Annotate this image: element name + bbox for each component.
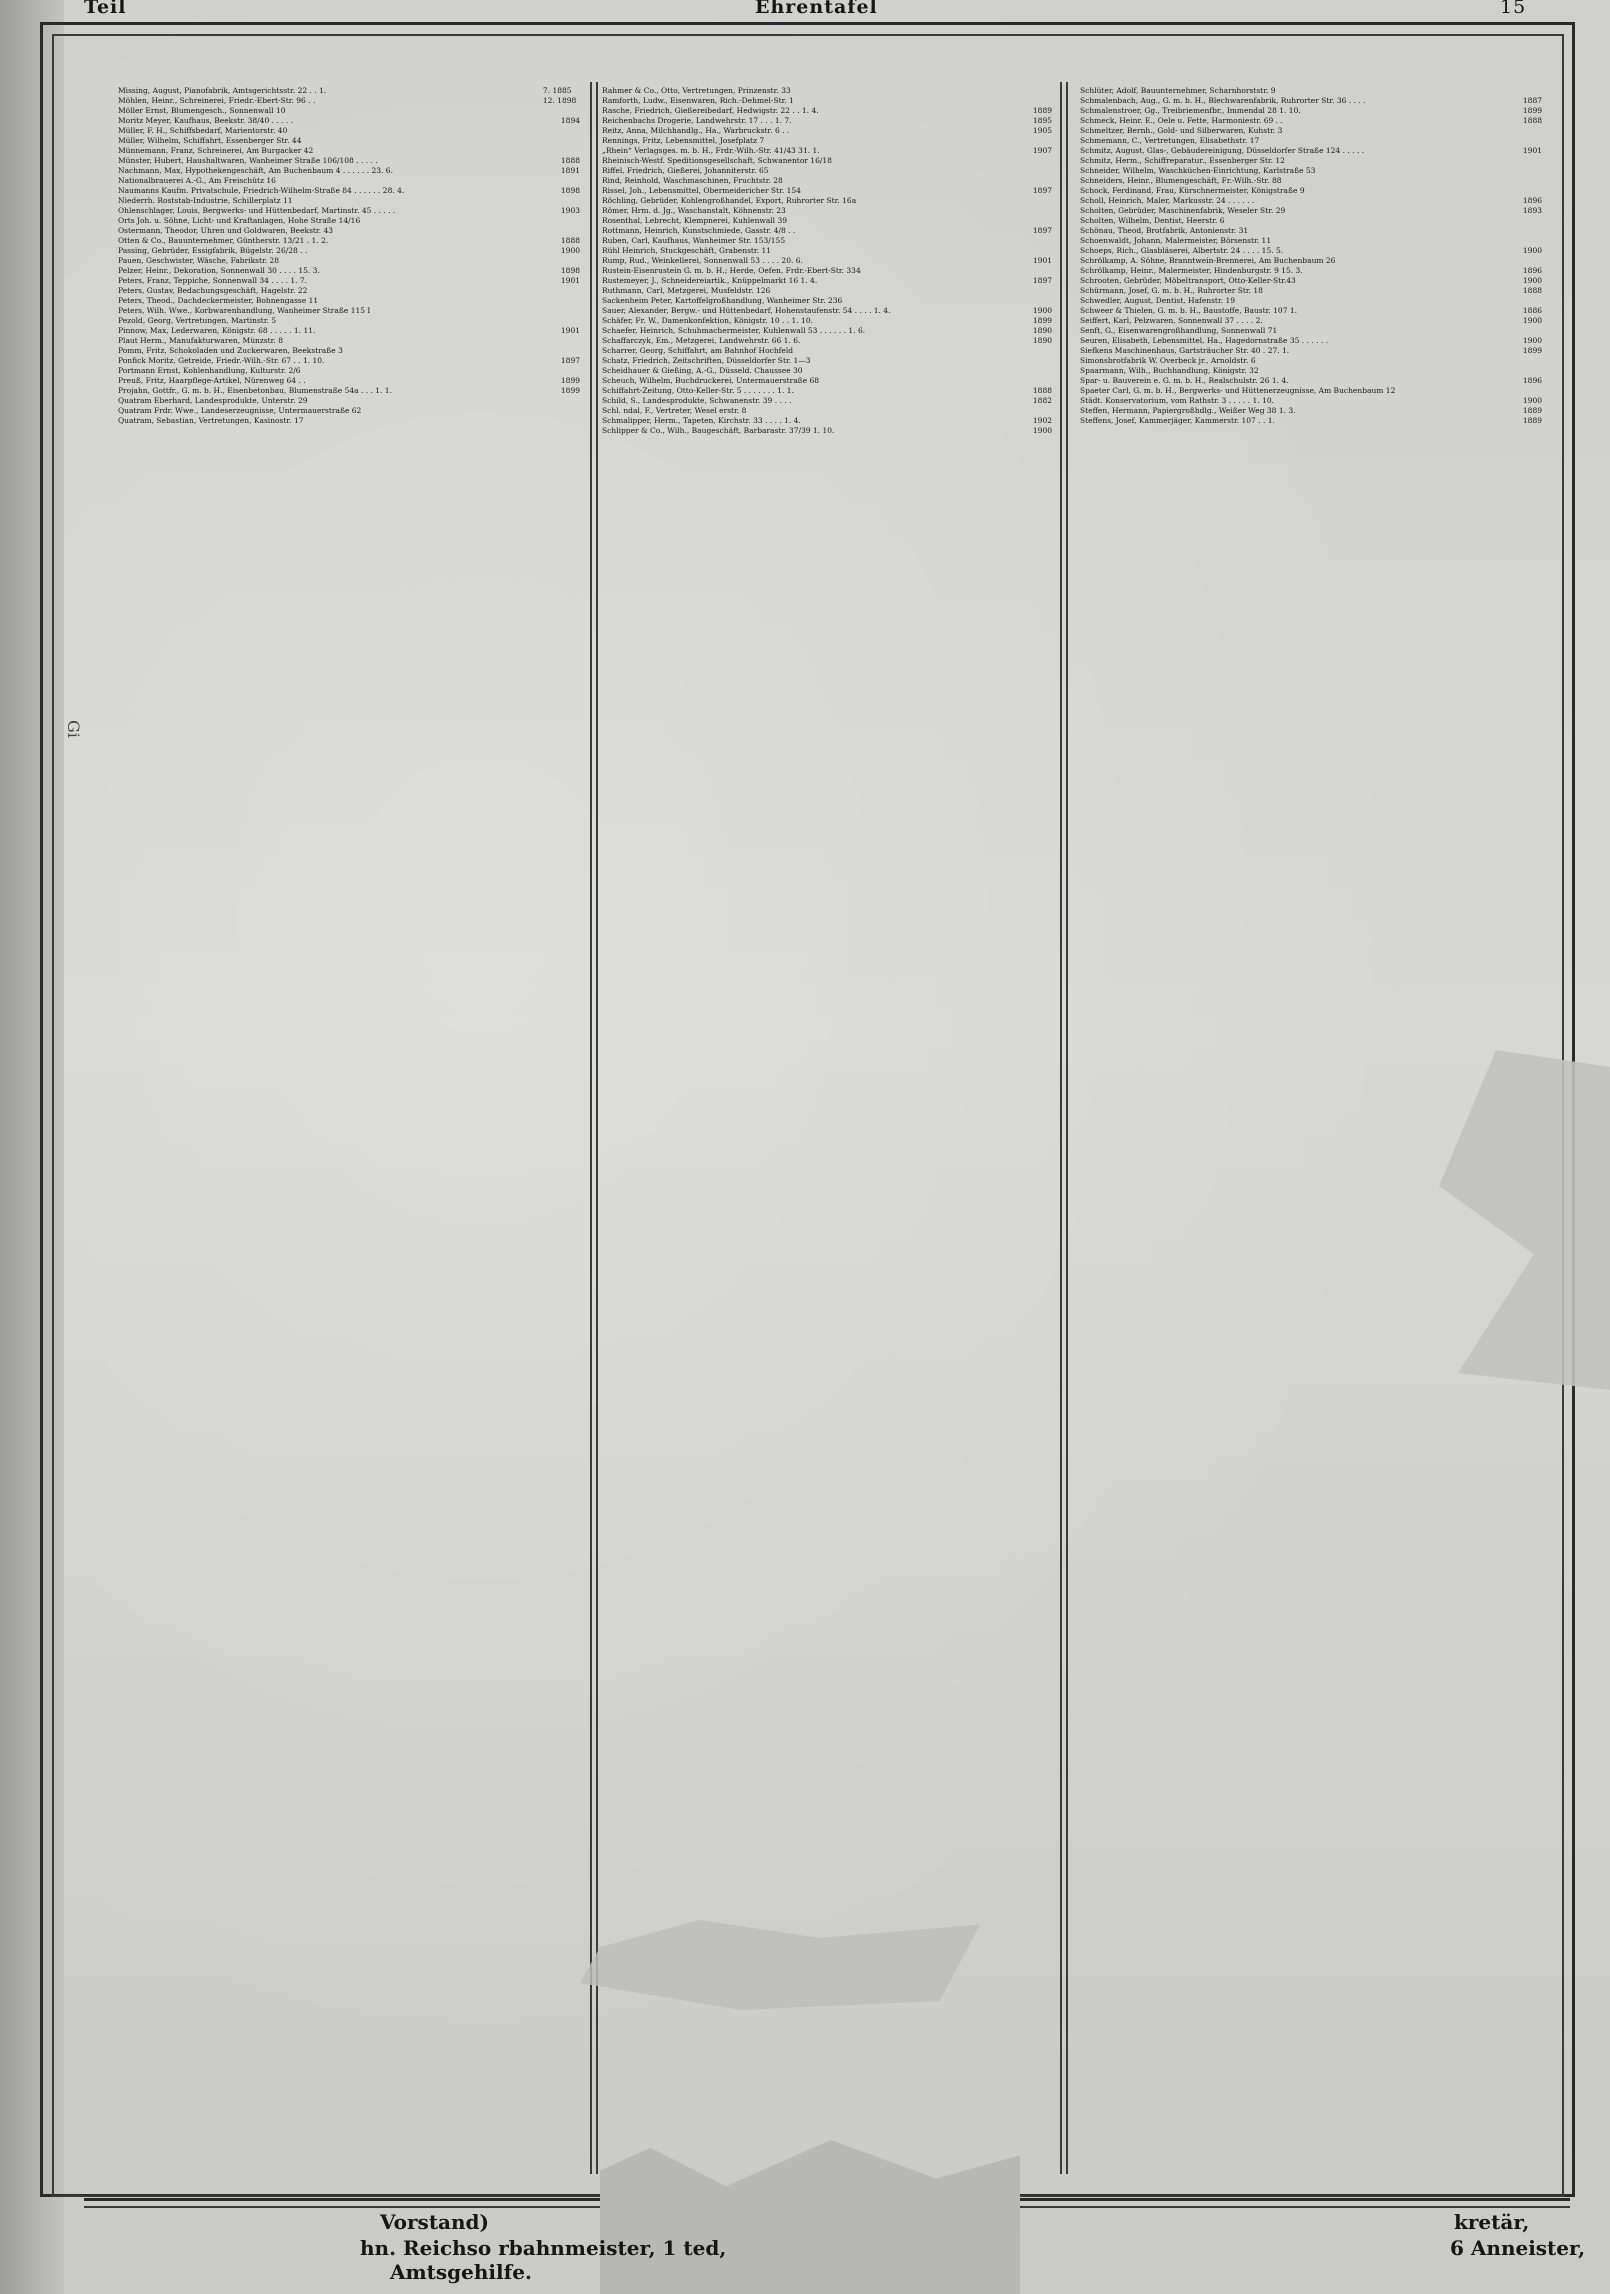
entry-text: Ponfick Moritz, Getreide, Friedr.-Wilh.-Str. 67 . . 1. 10. [118,356,325,365]
entry-text: Rühl Heinrich, Stuckgeschäft, Grabenstr. 11 [602,246,772,255]
directory-entry [1080,206,1542,216]
entry-text: Rind, Reinhold, Waschmaschinen, Fruchtstr. 28 [602,176,783,185]
entry-text: Passing, Gebrüder, Essigfabrik, Bügelstr. 26/28 . . [118,246,308,255]
directory-entry [118,296,580,306]
entry-text: Quatram Eberhard, Landesprodukte, Unterstr. 29 [118,396,308,405]
entry-date: 1900 [1522,336,1542,345]
entry-text: Scharrer, Georg, Schiffahrt, am Bahnhof Hochfeld [602,346,794,355]
directory-entry [118,256,580,266]
entry-text: Pelzer, Heinr., Dekoration, Sonnenwall 30 . . . . 15. 3. [118,266,320,275]
entry-date: 1896 [1522,196,1542,205]
directory-entry [602,286,1052,296]
directory-entry [602,426,1052,436]
directory-entry [118,206,580,216]
entry-text: Schürmann, Josef, G. m. b. H., Ruhrorter Str. 18 [1080,286,1263,295]
entry-text: Müller, Wilhelm, Schiffahrt, Essenberger Str. 44 [118,136,302,145]
entry-date: 12. 1898 [542,96,577,105]
directory-entry [602,196,1052,206]
entry-text: Niederrh. Roststab-Industrie, Schillerplatz 11 [118,196,293,205]
entry-text: Schock, Ferdinand, Frau, Kürschnermeister, Königstraße 9 [1080,186,1305,195]
entry-text: Schönau, Theod, Brotfabrik, Antonienstr. 31 [1080,226,1249,235]
directory-entry [118,216,580,226]
column-divider [1066,82,1068,2174]
directory-entry [602,176,1052,186]
entry-date: 1901 [1522,146,1542,155]
entry-text: Pauen, Geschwister, Wäsche, Fabrikstr. 28 [118,256,280,265]
directory-entry [118,316,580,326]
entry-text: Sauer, Alexander, Bergw.- und Hüttenbedarf, Hohenstaufenstr. 54 . . . . 1. 4. [602,306,891,315]
entry-text: Müller, F. H., Schiffsbedarf, Marientorstr. 40 [118,126,288,135]
entry-date: 1900 [1522,246,1542,255]
entry-text: Senft, G., Eisenwarengroßhandlung, Sonnenwall 71 [1080,326,1278,335]
entry-date: 1889 [1032,106,1052,115]
entry-text: Spaarmann, Wilh., Buchhandlung, Königstr. 32 [1080,366,1259,375]
entry-text: Pomm, Fritz, Schokoladen und Zuckerwaren, Beekstraße 3 [118,346,343,355]
entry-text: Pezold, Georg, Vertretungen, Martinstr. 5 [118,316,277,325]
entry-text: Schrölkamp, Heinr., Malermeister, Hindenburgstr. 9 15. 3. [1080,266,1303,275]
margin-mark: Gi [64,720,83,738]
directory-entry [1080,126,1542,136]
entry-date: 1902 [1032,416,1052,425]
entry-text: Missing, August, Pianofabrik, Amtsgerichtsstr. 22 . . 1. [118,86,327,95]
directory-entry [118,146,580,156]
entry-date: 1888 [1032,386,1052,395]
page-number: 15 [1500,0,1527,18]
directory-entry [602,276,1052,286]
directory-entry [1080,266,1542,276]
entry-date: 1889 [1522,416,1542,425]
entry-text: Peters, Wilh. Wwe., Korbwarenhandlung, Wanheimer Straße 115 I [118,306,371,315]
directory-entry [1080,156,1542,166]
entry-text: Steffen, Hermann, Papiergroßhdlg., Weißer Weg 38 1. 3. [1080,406,1296,415]
directory-entry [1080,236,1542,246]
directory-entry [118,326,580,336]
entry-date: 1888 [560,236,580,245]
entry-date: 1894 [560,116,580,125]
directory-entry [602,386,1052,396]
directory-entry [118,236,580,246]
entry-text: Rahmer & Co., Otto, Vertretungen, Prinzenstr. 33 [602,86,791,95]
directory-entry [602,246,1052,256]
directory-entry [1080,396,1542,406]
entry-text: Schatz, Friedrich, Zeitschriften, Düsseldorfer Str. 1—3 [602,356,811,365]
directory-entry [602,166,1052,176]
directory-entry [1080,306,1542,316]
directory-entry [602,356,1052,366]
directory-entry [118,126,580,136]
directory-entry [602,266,1052,276]
entry-text: Scheidhauer & Gießing, A.-G., Düsseld. Chaussee 30 [602,366,803,375]
directory-entry [602,296,1052,306]
entry-date: 1903 [560,206,580,215]
entry-text: Riffel, Friedrich, Gießerei, Johanniterstr. 65 [602,166,769,175]
directory-entry [1080,136,1542,146]
entry-date: 1897 [1032,186,1052,195]
entry-text: Römer, Hrm. d. Jg., Waschanstalt, Köhnenstr. 23 [602,206,786,215]
directory-entry [602,376,1052,386]
directory-entry [1080,386,1542,396]
entry-text: Rustein-Eisenrustein G. m. b. H.; Herde, Oefen, Frdr.-Ebert-Str. 334 [602,266,861,275]
entry-text: Schwedler, August, Dentist, Hafenstr. 19 [1080,296,1236,305]
entry-date: 1901 [560,276,580,285]
entry-text: Projahn, Gottfr., G. m. b. H., Eisenbetonbau, Blumenstraße 54a . . . 1. 1. [118,386,392,395]
header-title: Ehrentafel [755,0,878,18]
entry-text: Schmalipper, Herm., Tapeten, Kirchstr. 33 . . . . 1. 4. [602,416,801,425]
directory-entry [118,96,580,106]
directory-entry [602,416,1052,426]
directory-entry [1080,166,1542,176]
entry-text: Scholl, Heinrich, Maler, Markusstr. 24 . . . . . . [1080,196,1255,205]
entry-date: 1900 [1522,396,1542,405]
entry-date: 1899 [560,376,580,385]
directory-entry [602,186,1052,196]
directory-entry [602,336,1052,346]
directory-entry [602,116,1052,126]
entry-text: Röchling, Gebrüder, Kohlengroßhandel, Export, Ruhrorter Str. 16a [602,196,857,205]
entry-text: Schmemann, C., Vertretungen, Elisabethstr. 17 [1080,136,1260,145]
directory-entry [1080,366,1542,376]
directory-entry [118,416,580,426]
directory-entry [118,156,580,166]
directory-entry [602,226,1052,236]
entry-text: Schäfer, Fr. W., Damenkonfektion, Königstr. 10 . . 1. 10. [602,316,813,325]
directory-entry [1080,256,1542,266]
directory-entry [602,106,1052,116]
entry-text: Nachmann, Max, Hypothekengeschäft, Am Buchenbaum 4 . . . . . . 23. 6. [118,166,393,175]
entry-text: Scholten, Wilhelm, Dentist, Heerstr. 6 [1080,216,1225,225]
footer-left-line: Amtsgehilfe. [390,2260,532,2284]
entry-text: Schneider, Wilhelm, Waschküchen-Einrichtung, Karlstraße 53 [1080,166,1316,175]
directory-entry [118,266,580,276]
column-1 [118,86,580,2186]
directory-entry [602,406,1052,416]
entry-text: Seuren, Elisabeth, Lebensmittel, Ha., Hagedornstraße 35 . . . . . . [1080,336,1329,345]
directory-entry [1080,186,1542,196]
entry-text: Simonsbrotfabrik W. Overbeck jr., Arnoldstr. 6 [1080,356,1256,365]
directory-entry [118,86,580,96]
directory-entry [1080,336,1542,346]
entry-text: Rosenthal, Lebrecht, Klempnerei, Kuhlenwall 39 [602,216,788,225]
entry-text: Rottmann, Heinrich, Kunstschmiede, Gasstr. 4/8 . . [602,226,796,235]
directory-entry [118,386,580,396]
directory-entry [602,216,1052,226]
directory-entry [1080,376,1542,386]
entry-text: Möhlen, Heinr., Schreinerei, Friedr.-Ebert-Str. 96 . . [118,96,316,105]
directory-entry [602,86,1052,96]
entry-text: Schoenwaldt, Johann, Malermeister, Börsenstr. 11 [1080,236,1272,245]
entry-date: 1888 [560,156,580,165]
directory-entry [602,366,1052,376]
directory-entry [118,346,580,356]
entry-text: Scholten, Gebrüder, Maschinenfabrik, Weseler Str. 29 [1080,206,1286,215]
directory-entry [602,236,1052,246]
directory-entry [118,356,580,366]
entry-date: 1907 [1032,146,1052,155]
entry-text: Schmitz, August, Glas-, Gebäudereinigung, Düsseldorfer Straße 124 . . . . . [1080,146,1365,155]
entry-text: Moritz Meyer, Kaufhaus, Beekstr. 38/40 . . . . . [118,116,294,125]
directory-entry [1080,216,1542,226]
directory-entry [118,176,580,186]
entry-text: Schmitz, Herm., Schiffreparatur., Essenberger Str. 12 [1080,156,1285,165]
directory-entry [118,286,580,296]
directory-entry [602,306,1052,316]
header-left: Teil [84,0,127,18]
directory-entry [118,276,580,286]
entry-text: Ruben, Carl, Kaufhaus, Wanheimer Str. 153/155 [602,236,786,245]
entry-date: 1890 [1032,336,1052,345]
entry-text: Schrölkamp, A. Söhne, Branntwein-Brennerei, Am Buchenbaum 26 [1080,256,1336,265]
footer-right-line: kretär, [1454,2210,1530,2234]
entry-text: Ruthmann, Carl, Metzgerei, Musfeldstr. 126 [602,286,771,295]
column-divider [590,82,592,2174]
directory-entry [118,246,580,256]
directory-entry [118,406,580,416]
entry-text: Schaffarczyk, Em., Metzgerei, Landwehrstr. 66 1. 6. [602,336,801,345]
directory-entry [602,146,1052,156]
directory-entry [118,116,580,126]
entry-text: Schmeltzer, Bernh., Gold- und Silberwaren, Kuhstr. 3 [1080,126,1283,135]
entry-text: Schneiders, Heinr., Blumengeschäft, Fr.-Wilh.-Str. 88 [1080,176,1282,185]
entry-text: Quatram, Sebastian, Vertretungen, Kasinostr. 17 [118,416,304,425]
directory-entry [1080,176,1542,186]
entry-text: Schl. ndal, F., Vertreter, Wesel erstr. 8 [602,406,747,415]
entry-text: Städt. Konservatorium, vom Rathstr. 3 . . . . . 1. 10. [1080,396,1274,405]
directory-entry [602,136,1052,146]
directory-entry [602,396,1052,406]
entry-text: Seiffert, Karl, Pelzwaren, Sonnenwall 37 . . . . 2. [1080,316,1263,325]
directory-entry [118,396,580,406]
directory-entry [1080,246,1542,256]
entry-text: Peters, Franz, Teppiche, Sonnenwall 34 . . . . 1. 7. [118,276,308,285]
entry-date: 1889 [1522,406,1542,415]
entry-text: Reichenbachs Drogerie, Landwehrstr. 17 . . . 1. 7. [602,116,792,125]
entry-date: 1897 [1032,226,1052,235]
entry-date: 1888 [1522,286,1542,295]
entry-text: Preuß, Fritz, Haarpflege-Artikel, Nürenweg 64 . . [118,376,306,385]
directory-entry [602,156,1052,166]
entry-date: 1901 [1032,256,1052,265]
directory-entry [1080,276,1542,286]
entry-date: 1900 [1522,316,1542,325]
directory-entry [118,186,580,196]
entry-text: Naumanns Kaufm. Privatschule, Friedrich-Wilhelm-Straße 84 . . . . . . 28. 4. [118,186,405,195]
entry-date: 1900 [1032,426,1052,435]
directory-entry [118,366,580,376]
entry-text: Schlipper & Co., Wilh., Baugeschäft, Barbarastr. 37/39 1. 10. [602,426,835,435]
entry-date: 1891 [560,166,580,175]
running-head [0,0,1610,20]
entry-text: Scheuch, Wilhelm, Buchdruckerei, Untermauerstraße 68 [602,376,820,385]
entry-text: Ostermann, Theodor, Uhren und Goldwaren, Beekstr. 43 [118,226,334,235]
entry-text: Rasche, Friedrich, Gießereibedarf, Hedwigstr. 22 . . 1. 4. [602,106,819,115]
entry-text: Schlüter, Adolf, Bauunternehmer, Scharnhorststr. 9 [1080,86,1276,95]
entry-date: 1896 [1522,376,1542,385]
entry-date: 1886 [1522,306,1542,315]
entry-text: Schmeck, Heinr. E., Oele u. Fette, Harmoniestr. 69 . . [1080,116,1283,125]
entry-date: 1899 [1032,316,1052,325]
entry-date: 1897 [560,356,580,365]
entry-text: Rump, Rud., Weinkellerei, Sonnenwall 53 . . . . 20. 6. [602,256,803,265]
entry-text: Portmann Ernst, Kohlenhandlung, Kulturstr. 2/6 [118,366,301,375]
directory-entry [1080,106,1542,116]
directory-entry [602,316,1052,326]
entry-date: 1895 [1032,116,1052,125]
entry-text: Rheinisch-Westf. Speditionsgesellschaft, Schwanentor 16/18 [602,156,832,165]
directory-entry [602,256,1052,266]
entry-text: Orts Joh. u. Söhne, Licht- und Kraftanlagen, Hohe Straße 14/16 [118,216,361,225]
entry-text: Siefkens Maschinenhaus, Gartsträucher Str. 40 . 27. 1. [1080,346,1290,355]
entry-text: Quatram Frdr. Wwe., Landeserzeugnisse, Untermauerstraße 62 [118,406,362,415]
entry-date: 1896 [1522,266,1542,275]
entry-date: 1899 [1522,346,1542,355]
entry-date: 1888 [1522,116,1542,125]
entry-text: Peters, Theod., Dachdeckermeister, Bohnengasse 11 [118,296,319,305]
entry-date: 1900 [1522,276,1542,285]
entry-text: Spaeter Carl, G. m. b. H., Bergwerks- und Hüttenerzeugnisse, Am Buchenbaum 12 [1080,386,1396,395]
directory-entry [1080,326,1542,336]
entry-date: 1897 [1032,276,1052,285]
directory-entry [118,336,580,346]
directory-entry [118,196,580,206]
footer-right-line: 6 Anneister, [1450,2236,1586,2260]
entry-text: Schmalenbach, Aug., G. m. b. H., Blechwarenfabrik, Ruhrorter Str. 36 . . . . [1080,96,1366,105]
footer-left-line: hn. Reichso rbahnmeister, 1 ted, [360,2236,727,2260]
entry-date: 1901 [560,326,580,335]
entry-text: Reitz, Anna, Milchhandlg., Ha., Warbruckstr. 6 . . [602,126,790,135]
entry-date: 1905 [1032,126,1052,135]
entry-text: Peters, Gustav, Bedachungsgeschäft, Hagelstr. 22 [118,286,308,295]
directory-entry [602,206,1052,216]
entry-date: 1899 [560,386,580,395]
footer-left-line: Vorstand) [380,2210,490,2234]
directory-entry [602,326,1052,336]
entry-date: 1893 [1522,206,1542,215]
directory-entry [602,126,1052,136]
entry-date: 1899 [1522,106,1542,115]
directory-entry [1080,96,1542,106]
entry-text: Ohlenschlager, Louis, Bergwerks- und Hüttenbedarf, Martinstr. 45 . . . . . [118,206,396,215]
directory-entry [118,106,580,116]
column-divider [1060,82,1062,2174]
entry-text: Schiffahrt-Zeitung, Otto-Keller-Str. 5 . . . . . . . 1. 1. [602,386,794,395]
entry-text: Schweer & Thielen, G. m. b. H., Baustoffe, Baustr. 107 1. [1080,306,1298,315]
directory-entry [118,226,580,236]
directory-entry [602,346,1052,356]
entry-text: Rustemeyer, J., Schneidereiartik., Knüppelmarkt 16 1. 4. [602,276,818,285]
directory-entry [118,376,580,386]
entry-text: Schoeps, Rich., Glasbläserei, Albertstr. 24 . . . . 15. 5. [1080,246,1284,255]
entry-text: Münnemann, Franz, Schreinerei, Am Burgacker 42 [118,146,314,155]
entry-text: Schaefer, Heinrich, Schuhmachermeister, Kuhlenwall 53 . . . . . . 1. 6. [602,326,866,335]
entry-text: Ramforth, Ludw., Eisenwaren, Rich.-Dehmel-Str. 1 [602,96,794,105]
entry-text: Rissel, Joh., Lebensmittel, Obermeidericher Str. 154 [602,186,801,195]
directory-entry [1080,196,1542,206]
directory-entry [602,96,1052,106]
entry-date: 1882 [1032,396,1052,405]
entry-date: 1898 [560,186,580,195]
directory-entry [118,306,580,316]
entry-text: Spar- u. Bauverein e. G. m. b. H., Realschulstr. 26 1. 4. [1080,376,1289,385]
entry-date: 1887 [1522,96,1542,105]
entry-text: Schild, S., Landesprodukte, Schwanenstr. 39 . . . . [602,396,792,405]
entry-text: Steffens, Josef, Kammerjäger, Kammerstr. 107 . . 1. [1080,416,1275,425]
directory-entry [1080,416,1542,426]
directory-entry [118,136,580,146]
directory-entry [1080,346,1542,356]
directory-entry [1080,316,1542,326]
entry-text: Schmalenstroer, Gg., Treibriemenfbr., Immendal 28 1. 10. [1080,106,1301,115]
entry-date: 1900 [560,246,580,255]
directory-entry [1080,286,1542,296]
directory-entry [1080,226,1542,236]
directory-entry [1080,86,1542,96]
entry-text: Otten & Co., Bauunternehmer, Güntherstr. 13/21 . 1. 2. [118,236,329,245]
directory-entry [1080,356,1542,366]
entry-text: Schrooten, Gebrüder, Möbeltransport, Otto-Keller-Str.43 [1080,276,1296,285]
directory-entry [1080,406,1542,416]
entry-text: „Rhein“ Verlagsges. m. b. H., Frdr.-Wilh.-Str. 41/43 31. 1. [602,146,820,155]
entry-text: Münster, Hubert, Haushaltwaren, Wanheimer Straße 106/108 . . . . . [118,156,378,165]
column-2 [602,86,1052,2186]
entry-date: 1890 [1032,326,1052,335]
directory-entry [118,166,580,176]
directory-entry [1080,146,1542,156]
entry-text: Möller Ernst, Blumengesch., Sonnenwall 10 [118,106,286,115]
column-divider [596,82,598,2174]
entry-date: 1900 [1032,306,1052,315]
directory-entry [1080,116,1542,126]
entry-text: Sackenheim Peter, Kartoffelgroßhandlung, Wanheimer Str. 236 [602,296,843,305]
entry-text: Plaut Herm., Manufakturwaren, Münzstr. 8 [118,336,283,345]
entry-text: Rennings, Fritz, Lebensmittel, Josefplatz 7 [602,136,765,145]
entry-date: 7. 1885 [542,86,572,95]
entry-text: Pinnow, Max, Lederwaren, Königstr. 68 . . . . . 1. 11. [118,326,316,335]
entry-text: Nationalbrauerei A.-G., Am Freischütz 16 [118,176,276,185]
entry-date: 1898 [560,266,580,275]
directory-entry [1080,296,1542,306]
